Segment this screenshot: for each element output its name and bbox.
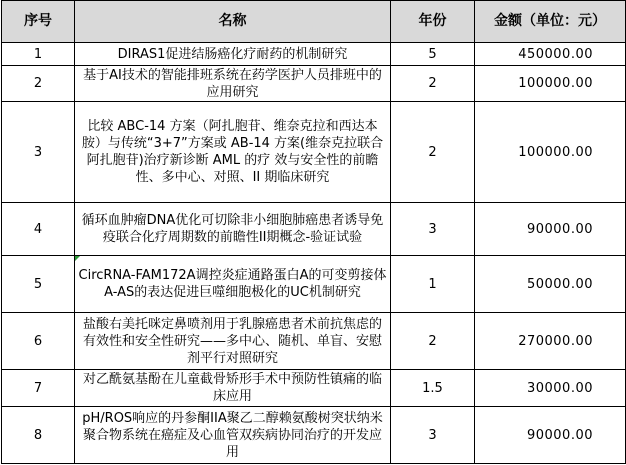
table-row	[2, 203, 626, 256]
row-name: DIRAS1促进结肠癌化疗耐药的机制研究	[75, 43, 391, 66]
row-name: 比较 ABC-14 方案（阿扎胞苷、维奈克拉和西达本胺）与传统“3+7”方案或 AB-14 方案(维奈克拉联合阿扎胞苷)治疗新诊断 AML 的疗 效与安全性的前瞻性、多中心、对照、II 期临床研究	[75, 102, 391, 203]
row-years: 2	[391, 102, 475, 203]
row-index: 6	[2, 313, 75, 370]
row-years: 3	[391, 203, 475, 256]
table-row	[2, 102, 626, 203]
table-row	[2, 407, 626, 464]
header-row	[2, 1, 626, 43]
row-index: 8	[2, 407, 75, 464]
table-row	[2, 313, 626, 370]
row-name: 对乙酰氨基酚在儿童截骨矫形手术中预防性镇痛的临床应用	[75, 370, 391, 407]
row-name: 基于AI技术的智能排班系统在药学医护人员排班中的应用研究	[75, 66, 391, 102]
row-years: 3	[391, 407, 475, 464]
row-index: 7	[2, 370, 75, 407]
row-amount: 30000.00	[475, 370, 626, 407]
row-index: 4	[2, 203, 75, 256]
row-name: CircRNA-FAM172A调控炎症通路蛋白A的可变剪接体A-AS的表达促进巨噬细胞极化的UC机制研究	[75, 256, 391, 313]
row-years: 1	[391, 256, 475, 313]
header-index: 序号	[2, 1, 75, 43]
table-row	[2, 370, 626, 407]
header-name: 名称	[75, 1, 391, 43]
row-index: 5	[2, 256, 75, 313]
row-years: 2	[391, 66, 475, 102]
table-row	[2, 43, 626, 66]
row-amount: 50000.00	[475, 256, 626, 313]
row-name: pH/ROS响应的丹参酮IIA聚乙二醇赖氨酸树突状纳米聚合物系统在癌症及心血管双疾病协同治疗的开发应用	[75, 407, 391, 464]
row-amount: 270000.00	[475, 313, 626, 370]
header-years: 年份	[391, 1, 475, 43]
row-years: 2	[391, 313, 475, 370]
row-name: 盐酸右美托咪定鼻喷剂用于乳腺癌患者术前抗焦虑的有效性和安全性研究——多中心、随机、单盲、安慰剂平行对照研究	[75, 313, 391, 370]
row-amount: 90000.00	[475, 407, 626, 464]
row-index: 2	[2, 66, 75, 102]
row-index: 3	[2, 102, 75, 203]
row-amount: 450000.00	[475, 43, 626, 66]
table-row	[2, 66, 626, 102]
row-amount: 100000.00	[475, 102, 626, 203]
row-amount: 90000.00	[475, 203, 626, 256]
row-years: 5	[391, 43, 475, 66]
table-row	[2, 256, 626, 313]
row-name: 循环血肿瘤DNA优化可切除非小细胞肺癌患者诱导免疫联合化疗周期数的前瞻性II期概念-验证试验	[75, 203, 391, 256]
funding-table	[1, 0, 626, 464]
row-index: 1	[2, 43, 75, 66]
row-amount: 100000.00	[475, 66, 626, 102]
row-years: 1.5	[391, 370, 475, 407]
header-amount: 金额（单位：元）	[475, 1, 626, 43]
